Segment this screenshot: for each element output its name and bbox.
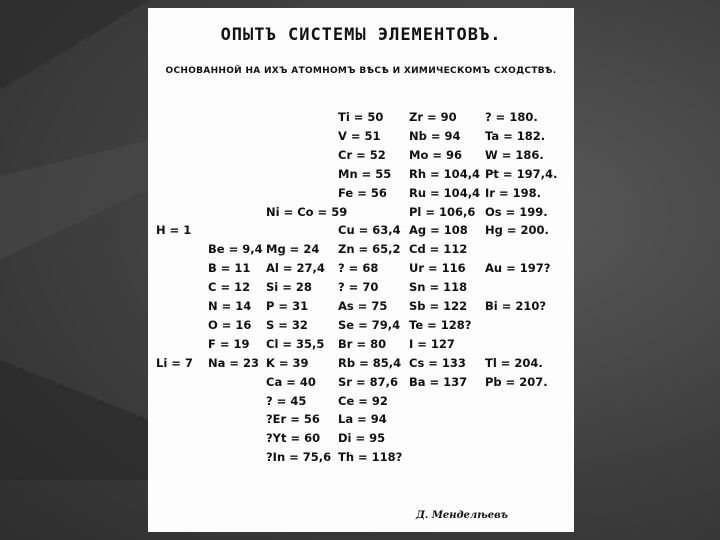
element-entry: Th = 118? [338, 450, 403, 465]
element-entry: Cd = 112 [409, 242, 468, 257]
element-entry: Si = 28 [266, 280, 312, 295]
element-entry: Ca = 40 [266, 374, 316, 389]
element-entry: Pb = 207. [485, 374, 548, 389]
element-entry: Ur = 116 [409, 261, 466, 276]
element-entry: Ti = 50 [338, 110, 384, 124]
author-signature: Д. Менделѣевъ [416, 510, 508, 521]
element-entry: La = 94 [338, 412, 387, 427]
element-entry: ? = 45 [266, 393, 307, 408]
element-entry: ?In = 75,6 [266, 450, 332, 465]
element-entry: H = 1 [156, 223, 192, 238]
element-entry: ? = 70 [338, 280, 379, 295]
element-entry: Sb = 122 [409, 299, 468, 313]
element-entry: I = 127 [409, 336, 455, 351]
background-stripe [0, 330, 150, 480]
document-subtitle: ОСНОВАННОЙ НА ИХЪ АТОМНОМЪ ВѢСѢ И ХИМИЧЕСКОМЪ СХОДСТВѢ. [165, 66, 557, 76]
element-entry: Mn = 55 [338, 166, 392, 181]
element-entry: Fe = 56 [338, 185, 387, 200]
element-entry: Li = 7 [156, 355, 193, 370]
background-stripe [0, 0, 150, 90]
element-entry: Di = 95 [338, 431, 386, 446]
element-entry: Sr = 87,6 [338, 374, 398, 389]
element-entry: Te = 128? [409, 317, 472, 332]
element-entry: Cl = 35,5 [266, 336, 325, 351]
element-entry: Hg = 200. [485, 223, 549, 238]
element-entry: Pt = 197,4. [485, 166, 558, 181]
element-entry: Mg = 24 [266, 242, 320, 257]
element-entry: Ir = 198. [485, 185, 541, 200]
element-entry: Ni = Co = 59 [266, 204, 348, 219]
element-entry: Cu = 63,4 [338, 223, 401, 238]
element-entry: N = 14 [208, 299, 252, 313]
element-entry: Rh = 104,4 [409, 166, 481, 181]
element-entry: C = 12 [208, 280, 251, 295]
element-entry: As = 75 [338, 299, 388, 313]
element-entry: Zr = 90 [409, 110, 457, 124]
element-entry: ?Er = 56 [266, 412, 320, 427]
element-entry: K = 39 [266, 355, 309, 370]
element-entry: Al = 27,4 [266, 261, 325, 276]
element-entry: Be = 9,4 [208, 242, 263, 257]
element-entry: Bi = 210? [485, 299, 547, 313]
element-entry: Ru = 104,4 [409, 185, 481, 200]
element-entry: Ce = 92 [338, 393, 388, 408]
element-entry: ?Yt = 60 [266, 431, 321, 446]
element-entry: Zn = 65,2 [338, 242, 401, 257]
background-stripe [0, 140, 150, 260]
element-entry: Tl = 204. [485, 355, 543, 370]
element-entry: Pl = 106,6 [409, 204, 476, 219]
element-entry: O = 16 [208, 317, 252, 332]
element-entry: V = 51 [338, 128, 381, 143]
element-entry: Sn = 118 [409, 280, 468, 295]
element-entry: Os = 199. [485, 204, 548, 219]
element-entry: Ba = 137 [409, 374, 468, 389]
element-entry: Rb = 85,4 [338, 355, 402, 370]
element-entry: ? = 68 [338, 261, 379, 276]
element-entry: F = 19 [208, 336, 250, 351]
element-entry: P = 31 [266, 299, 309, 313]
element-entry: W = 186. [485, 147, 544, 162]
element-entry: Ag = 108 [409, 223, 468, 238]
element-entry: Mo = 96 [409, 147, 462, 162]
element-entry: B = 11 [208, 261, 251, 276]
element-entry: Au = 197? [485, 261, 551, 276]
element-entry: Na = 23 [208, 355, 260, 370]
element-entry: Nb = 94 [409, 128, 461, 143]
element-entry: ? = 180. [485, 110, 538, 124]
element-entry: S = 32 [266, 317, 308, 332]
document-sheet [148, 8, 574, 532]
element-entry: Ta = 182. [485, 128, 546, 143]
element-entry: Se = 79,4 [338, 317, 401, 332]
element-entry: Cr = 52 [338, 147, 386, 162]
element-entry: Br = 80 [338, 336, 387, 351]
document-title: ОПЫТЪ СИСТЕМЫ ЭЛЕМЕНТОВЪ. [220, 25, 502, 45]
element-entry: Cs = 133 [409, 355, 466, 370]
